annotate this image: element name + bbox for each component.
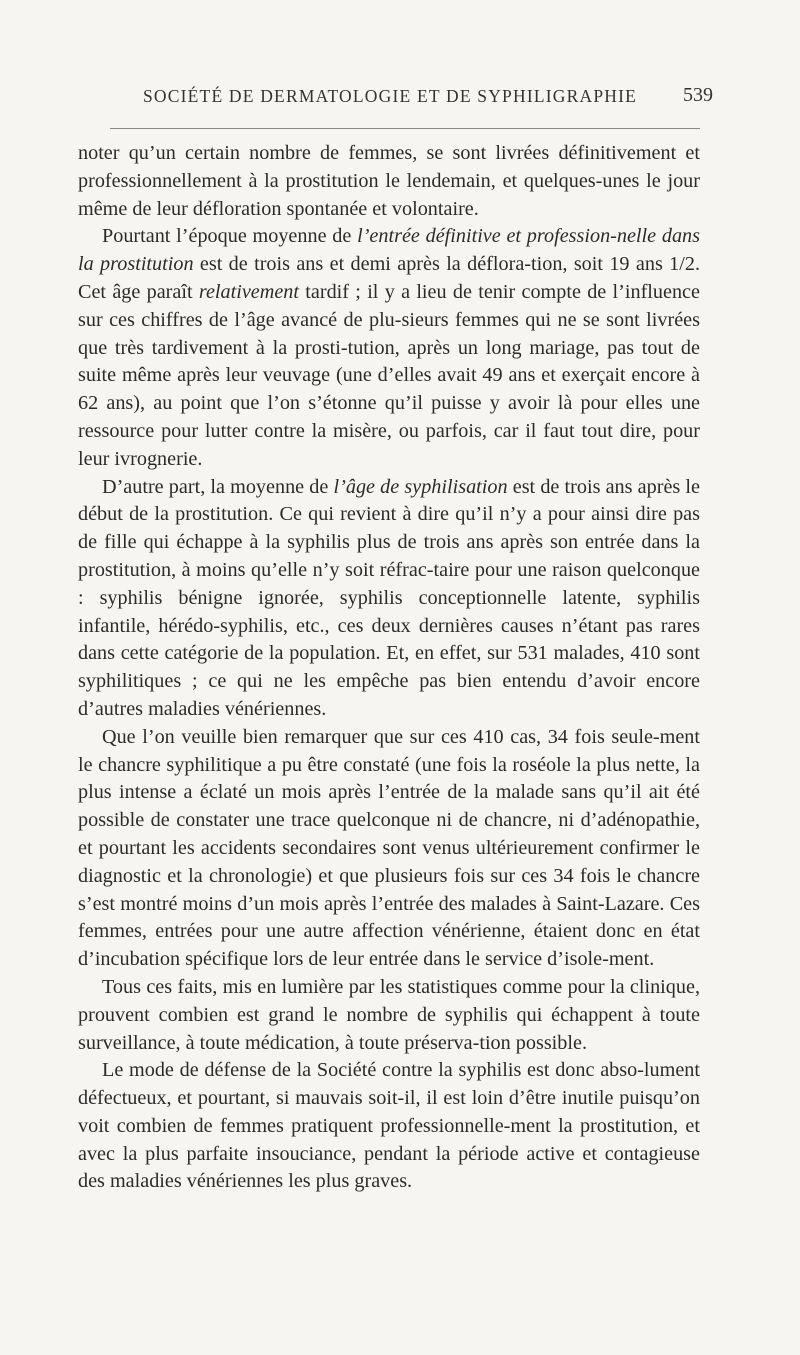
text-run: noter qu’un certain nombre de femmes, se sont livrées définitivement et professionnellement à la prostitution le lendemain, et quelques-unes le jour même de leur défloration spontanée et volontaire. bbox=[78, 142, 700, 220]
italic-phrase: l’âge de syphilisation bbox=[333, 475, 508, 498]
running-head bbox=[143, 86, 713, 114]
italic-phrase: l’entrée définitive et profession-nelle dans la prostitution bbox=[78, 225, 701, 276]
running-title: SOCIÉTÉ DE DERMATOLOGIE ET DE SYPHILIGRAPHIE bbox=[143, 86, 638, 106]
text-run: Le mode de défense de la Société contre la syphilis est donc abso-lument défectueux, et pourtant, si mauvais soit-il, il est loin d’être inutile puisqu’on voit combien de femmes pratiquent professionnelle-ment la prostitution, et avec la plus parfaite insouciance, pendant la période active et contagieuse des maladies vénériennes les plus graves. bbox=[78, 1059, 700, 1193]
paragraph bbox=[78, 724, 700, 974]
page-number: 539 bbox=[683, 84, 713, 106]
text-run: Que l’on veuille bien remarquer que sur ces 410 cas, 34 fois seule-ment le chancre syphilitique a pu être constaté (une fois la roséole la plus nette, la plus intense a éclaté un mois après l’entrée de la malade sans qu’il ait été possible de constater une trace quelconque ni de chancre, ni d’adénopathie, et pourtant les accidents secondaires sont venus ultérieurement confirmer le diagnostic et la chronologie) et que plusieurs fois sur ces 34 fois le chancre s’est montré moins d’un mois après l’entrée des malades à Saint-Lazare. Ces femmes, entrées pour une autre affection vénérienne, étaient donc en état d’incubation spécifique lors de leur entrée dans le service d’isole-ment. bbox=[78, 725, 700, 971]
text-run: tardif ; il y a lieu de tenir compte de l’influence sur ces chiffres de l’âge avancé de plu-sieurs femmes qui ne se sont livrées que très tardivement à la prosti-tution, après un long mariage, pas tout de suite même après leur veuvage (une d’elles avait 49 ans et exerçait encore à 62 ans), au point que l’on s’étonne qu’il puisse y avoir là pour elles une ressource pour lutter contre la misère, ou parfois, car il faut tout dire, pour leur ivrognerie. bbox=[78, 280, 700, 470]
italic-phrase: relativement bbox=[198, 280, 300, 303]
text-run: Pourtant l’époque moyenne de bbox=[102, 225, 358, 248]
paragraph bbox=[78, 1057, 700, 1196]
body-text bbox=[78, 140, 700, 1196]
header-rule bbox=[110, 128, 700, 129]
text-run: est de trois ans et demi après la déflora-tion, soit 19 ans 1/2. Cet âge paraît bbox=[78, 253, 700, 303]
paragraph bbox=[78, 974, 700, 1057]
paragraph bbox=[78, 223, 700, 473]
text-run: Tous ces faits, mis en lumière par les statistiques comme pour la clinique, prouvent combien est grand le nombre de syphilis qui échappent à toute surveillance, à toute médication, à toute préserva-tion possible. bbox=[78, 975, 700, 1054]
paragraph bbox=[78, 140, 700, 223]
text-run: D’autre part, la moyenne de bbox=[102, 475, 334, 498]
paragraph bbox=[78, 474, 700, 724]
text-run: est de trois ans après le début de la prostitution. Ce qui revient à dire qu’il n’y a pour ainsi dire pas de fille qui échappe à la syphilis plus de trois ans après son entrée dans la prostitution, à moins qu’elle n’y soit réfrac-taire pour une raison quelconque : syphilis bénigne ignorée, syphilis conceptionnelle latente, syphilis infantile, hérédo-syphilis, etc., ces deux dernières causes n’étant pas rares dans cette catégorie de la population. Et, en effet, sur 531 malades, 410 sont syphilitiques ; ce qui ne les empêche pas bien entendu d’avoir encore d’autres maladies vénériennes. bbox=[78, 475, 700, 720]
